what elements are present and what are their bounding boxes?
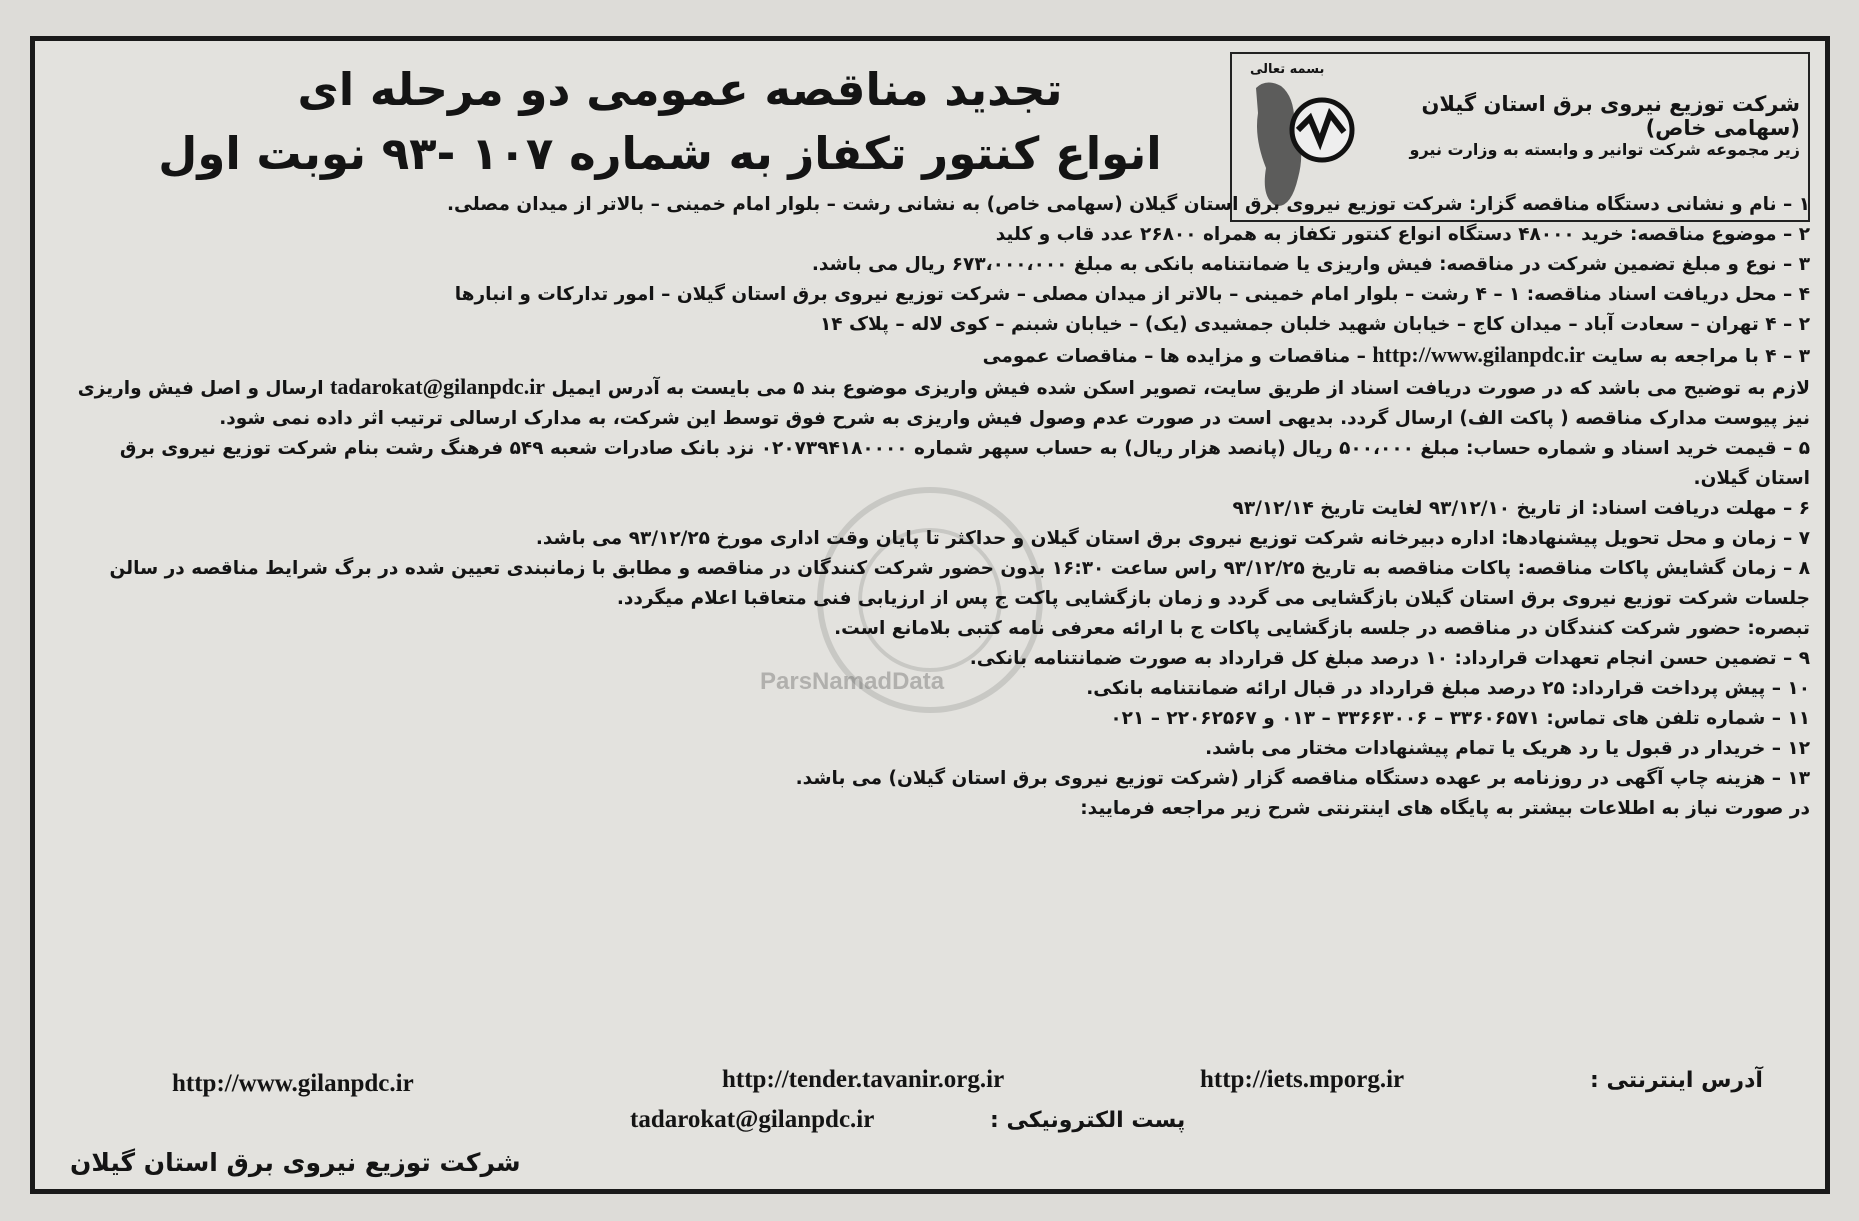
- item-6: ۶ – مهلت دریافت اسناد: از تاریخ ۹۳/۱۲/۱۰ لغایت تاریخ ۹۳/۱۲/۱۴: [1232, 498, 1810, 519]
- footer-company: شرکت توزیع نیروی برق استان گیلان: [70, 1148, 521, 1177]
- item-2: ۲ – موضوع مناقصه: خرید ۴۸۰۰۰ دستگاه انواع کنتور تکفاز به همراه ۲۶۸۰۰ عدد قاب و کلید: [995, 224, 1810, 245]
- item-8: ۸ – زمان گشایش پاکات مناقصه: پاکات مناقصه به تاریخ ۹۳/۱۲/۲۵ راس ساعت ۱۶:۳۰ بدون حضور شرکت کنندگان در مناقصه و مطابق با زمانبندی تعیین شده در برگ شرایط مناقصه در سالن جلسات شرکت توزیع نیروی برق استان گیلان بازگشایی می گردد و زمان بازگشایی پاکت ج پس از ارزیابی فنی متعاقبا اعلام میگردد.: [109, 558, 1810, 609]
- item-13: ۱۳ – هزینه چاپ آگهی در روزنامه بر عهده دستگاه مناقصه گزار (شرکت توزیع نیروی برق استان گیلان) می باشد.: [795, 768, 1810, 789]
- company-subtitle: زیر مجموعه شرکت توانیر و وابسته به وزارت نیرو: [1409, 140, 1800, 159]
- item-9: ۹ – تضمین حسن انجام تعهدات قرارداد: ۱۰ درصد مبلغ کل قرارداد به صورت ضمانتنامه بانکی.: [969, 648, 1810, 669]
- url-tender[interactable]: http://tender.tavanir.org.ir: [722, 1066, 1005, 1093]
- item-5: ۵ – قیمت خرید اسناد و شماره حساب: مبلغ ۵۰۰،۰۰۰ ریال (پانصد هزار ریال) به حساب سپهر شماره ۰۲۰۷۳۹۴۱۸۰۰۰۰ نزد بانک صادرات شعبه ۵۴۹ فرهنگ رشت بنام شرکت توزیع نیروی برق استان گیلان.: [119, 438, 1810, 489]
- item-7: ۷ – زمان و محل تحویل پیشنهادها: اداره دبیرخانه شرکت توزیع نیروی برق استان گیلان و حداکثر تا پایان وقت اداری مورخ ۹۳/۱۲/۲۵ می باشد.: [535, 528, 1810, 549]
- item-12: ۱۲ – خریدار در قبول یا رد هریک یا تمام پیشنهادات مختار می باشد.: [1205, 738, 1810, 759]
- item-4-3-prefix: ۳ – ۴ با مراجعه به سایت: [1591, 346, 1810, 367]
- more-info: در صورت نیاز به اطلاعات بیشتر به پایگاه های اینترنتی شرح زیر مراجعه فرمایید:: [1080, 798, 1810, 819]
- note-paragraph: [62, 372, 1810, 434]
- note-email-link[interactable]: tadarokat@gilanpdc.ir: [330, 374, 546, 399]
- url-gilanpdc[interactable]: http://www.gilanpdc.ir: [172, 1070, 414, 1097]
- ad-title-line2: انواع کنتور تکفاز به شماره ۱۰۷ -۹۳ نوبت اول: [158, 127, 1162, 180]
- item-4-3-suffix: – مناقصات و مزایده ها – مناقصات عمومی: [982, 346, 1366, 367]
- invocation-text: بسمه تعالی: [1250, 62, 1325, 77]
- url-iets[interactable]: http://iets.mporg.ir: [1200, 1066, 1405, 1093]
- item-note: تبصره: حضور شرکت کنندگان در مناقصه در جلسه بازگشایی پاکات ج با ارائه معرفی نامه کتبی بلامانع است.: [834, 618, 1810, 639]
- internet-label: آدرس اینترنتی :: [1590, 1068, 1763, 1093]
- ad-title-line1: تجدید مناقصه عمومی دو مرحله ای: [297, 63, 1063, 116]
- item-11: ۱۱ – شماره تلفن های تماس: ۳۳۶۰۶۵۷۱ – ۳۳۶۶۳۰۰۶ – ۰۱۳ و ۲۲۰۶۲۵۶۷ – ۰۲۱: [1110, 708, 1810, 729]
- company-name: شرکت توزیع نیروی برق استان گیلان (سهامی خاص): [1421, 92, 1800, 140]
- item-3: ۳ – نوع و مبلغ تضمین شرکت در مناقصه: فیش واریزی یا ضمانتنامه بانکی به مبلغ ۶۷۳،۰۰۰،۰۰۰ ریال می باشد.: [811, 254, 1810, 275]
- watermark-text: ParsNamadData: [760, 668, 945, 695]
- item-4: ۴ – محل دریافت اسناد مناقصه: ۱ – ۴ رشت – بلوار امام خمینی – بالاتر از میدان مصلی – شرکت توزیع نیروی برق استان گیلان – امور تدارکات و انبارها: [454, 284, 1810, 305]
- note-part1: لازم به توضیح می باشد که در صورت دریافت اسناد از طریق سایت، تصویر اسکن شده فیش واریزی موضوع بند ۵ می بایست به آدرس ایمیل: [551, 378, 1810, 399]
- site-link[interactable]: http://www.gilanpdc.ir: [1372, 342, 1586, 367]
- item-1: ۱ – نام و نشانی دستگاه مناقصه گزار: شرکت توزیع نیروی برق استان گیلان (سهامی خاص) به نشانی رشت – بلوار امام خمینی – بالاتر از میدان مصلی.: [447, 194, 1810, 215]
- item-10: ۱۰ – پیش پرداخت قرارداد: ۲۵ درصد مبلغ قرارداد در قبال ارائه ضمانتنامه بانکی.: [1086, 678, 1810, 699]
- item-4-3: [62, 340, 1810, 372]
- note-part2: ارسال و اصل فیش واریزی نیز پیوست مدارک مناقصه ( پاکت الف) ارسال گردد. بدیهی است در صورت عدم وصول فیش واریزی به شرح فوق توسط این شرکت، به مدارک ارسالی ترتیب اثر داده نمی شود.: [77, 378, 1810, 429]
- email-label: پست الکترونیکی :: [990, 1108, 1186, 1133]
- ad-body: [62, 190, 1810, 824]
- item-4-2: ۲ – ۴ تهران – سعادت آباد – میدان کاج – خیابان شهید خلبان جمشیدی (یک) – خیابان شبنم – کوی لاله – پلاک ۱۴: [820, 314, 1810, 335]
- contact-email[interactable]: tadarokat@gilanpdc.ir: [630, 1106, 875, 1133]
